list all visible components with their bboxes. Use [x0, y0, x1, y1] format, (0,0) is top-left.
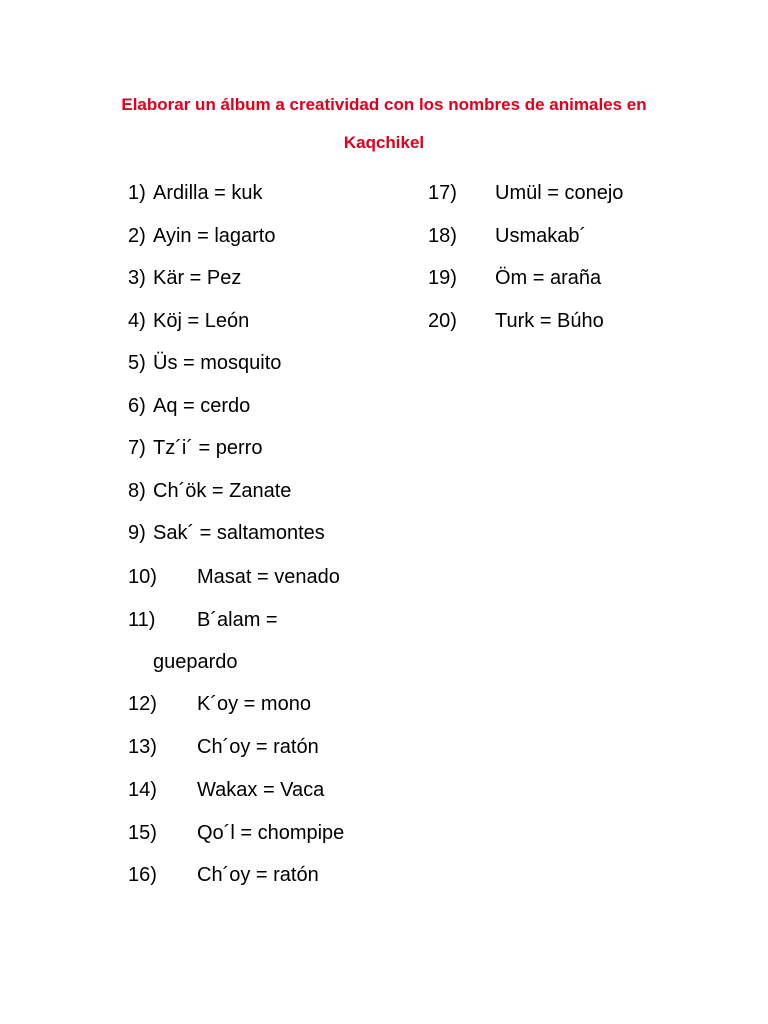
title-line-1: Elaborar un álbum a creatividad con los nombres de animales en	[121, 95, 647, 114]
list-item-continuation: guepardo	[153, 651, 238, 673]
title-line-2: Kaqchikel	[343, 133, 425, 152]
document-page: Elaborar un álbum a creatividad con los nombres de animales en Kaqchikel 1) Ardilla = kuk 2) Ayin = lagarto 3) Kär = Pez 4) Köj = León 5) Üs = mosquito 6) Aq = cerdo 7) Tz´i´ = perro 8) Ch´ök = Zanate 9) Sak´ = saltamontes 10) Masat = venado 11) B´alam = guepardo 12) K´oy = mono 13) Ch´oy = ratón 14) Wakax = Vaca 15) Qo´l = chompipe 16) Ch´oy = ratón 17) Umül = conejo 18) Usmakab´ 19) Öm = araña 20) Turk = Búho	[0, 0, 768, 1024]
